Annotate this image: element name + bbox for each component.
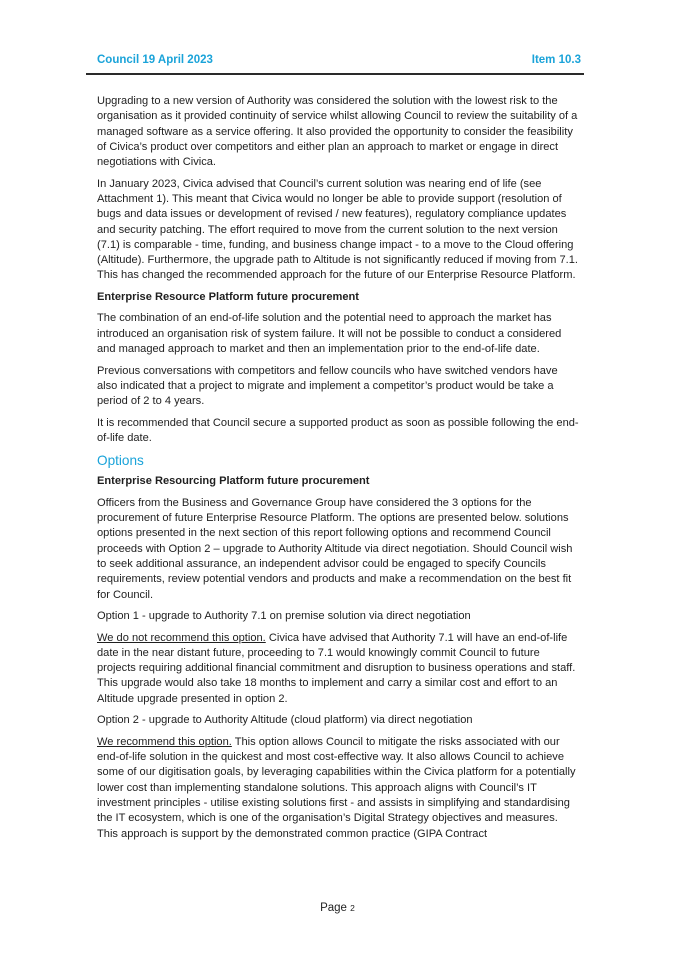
- header-rule: [86, 73, 584, 75]
- page-label: Page: [320, 902, 347, 914]
- paragraph: It is recommended that Council secure a supported product as soon as possible following the end-of-life date.: [97, 416, 579, 444]
- option-2-recommendation: We recommend this option.: [97, 735, 232, 748]
- page-number: 2: [350, 903, 355, 913]
- section-heading-options: Options: [97, 453, 144, 469]
- paragraph: Officers from the Business and Governance Group have considered the 3 options for the procurement of future Enterprise Resource Platform. The options are presented below. solutions options presented in the next section of this report following options and recommend Council proceeds with Option 2 – upgrade to Authority Altitude via direct negotiation. Should Council wish to seek additional assurance, an independent advisor could be engaged to specify Councils requirements, review potential vendors and products and make a recommendation on the best fit for Council.: [97, 496, 573, 601]
- meeting-date: Council 19 April 2023: [97, 54, 213, 66]
- option-2-text: This option allows Council to mitigate the risks associated with our end-of-life solution in the quickest and most cost-effective way. It also allows Council to achieve some of our digitisation goals, by leveraging capabilities within the Civica platform for a potentially lower cost than implementing standalone solutions. This approach aligns with Council’s IT investment principles - utilise existing solutions first - and assists in simplifying and standardising the IT ecosystem, which is one of the organisation’s Digital Strategy objectives and measures. This approach is support by the demonstrated common practice (GIPA Contract: [97, 735, 576, 840]
- paragraph: Previous conversations with competitors and fellow councils who have switched vendors have also indicated that a project to migrate and implement a competitor’s product would be take a period of 2 to 4 years.: [97, 364, 558, 408]
- paragraph: In January 2023, Civica advised that Council’s current solution was nearing end of life (see Attachment 1). This meant that Civica would no longer be able to provide support (resolution of bugs and data issues or development of revised / new features), regulatory compliance updates and security patching. The effort required to move from the current solution to the next version (7.1) is comparable - time, funding, and business change impact - to a move to the Cloud offering (Altitude). Furthermore, the upgrade path to Altitude is not significantly reduced if moving from 7.1. This has changed the recommended approach for the future of our Enterprise Resource Platform.: [97, 177, 578, 282]
- page-footer: [0, 902, 675, 914]
- page-header: [97, 54, 581, 66]
- option-2-title: Option 2 - upgrade to Authority Altitude (cloud platform) via direct negotiation: [97, 714, 473, 727]
- paragraph: Upgrading to a new version of Authority was considered the solution with the lowest risk to the organisation as it provided continuity of service whilst allowing Council to review the suitability of a managed software as a service offering. It also provided the opportunity to consider the feasibility of Civica’s product over competitors and either plan an approach to market or engage in direct negotiations with Civica.: [97, 95, 578, 169]
- option-1-text: Civica have advised that Authority 7.1 will have an end-of-life date in the near distant future, proceeding to 7.1 would knowingly commit Council to future projects requiring additional financial commitment and disruption to business operations and staff. This upgrade would also take 18 months to implement and carry a similar cost and effort to an Altitude upgrade presented in option 2.: [97, 631, 576, 705]
- option-2-paragraph: [97, 735, 581, 842]
- option-1-recommendation: We do not recommend this option.: [97, 631, 266, 644]
- option-1-title: Option 1 - upgrade to Authority 7.1 on premise solution via direct negotiation: [97, 610, 471, 623]
- item-number: Item 10.3: [531, 54, 581, 66]
- document-body: [97, 94, 581, 848]
- option-1-paragraph: [97, 631, 581, 707]
- subheading: Enterprise Resource Platform future procurement: [97, 290, 359, 303]
- paragraph: The combination of an end-of-life solution and the potential need to approach the market has introduced an organisation risk of system failure. It will not be possible to conduct a considered and managed approach to market and then an implementation prior to the end-of-life date.: [97, 312, 562, 356]
- subheading: Enterprise Resourcing Platform future procurement: [97, 475, 370, 488]
